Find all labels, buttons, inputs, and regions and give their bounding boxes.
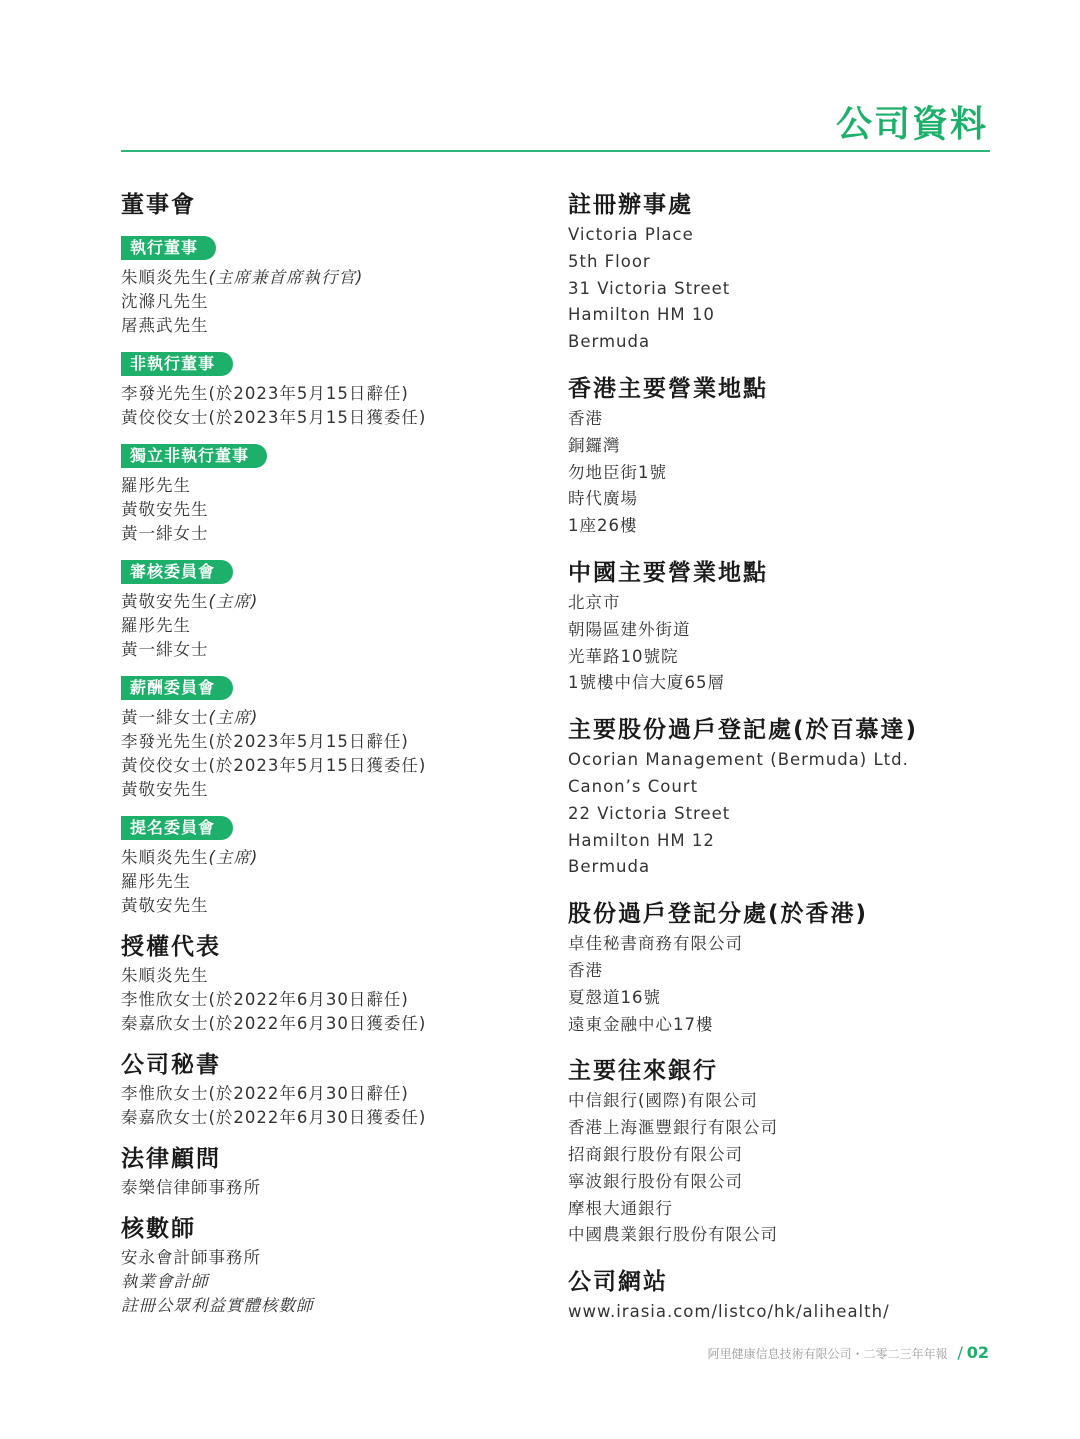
address-line: Bermuda — [568, 857, 651, 877]
page-footer — [708, 1343, 989, 1362]
address-line: 銅鑼灣 — [568, 435, 621, 455]
audit-committee — [121, 546, 541, 662]
person-line: 李發光先生(於2023年5月15日辭任) — [121, 384, 409, 403]
board-section — [121, 188, 541, 918]
person-line: 黃敬安先生(主席) — [121, 592, 259, 611]
remuneration-committee-badge: 薪酬委員會 — [121, 676, 233, 700]
person-line: 屠燕武先生 — [121, 316, 209, 335]
bank-line: 寧波銀行股份有限公司 — [568, 1171, 743, 1191]
footer-separator: / — [957, 1343, 963, 1362]
person-line: 朱順炎先生 — [121, 966, 209, 985]
page-number: 02 — [966, 1343, 989, 1362]
person-line: 羅彤先生 — [121, 476, 191, 495]
person-line: 李惟欣女士(於2022年6月30日辭任) — [121, 1084, 409, 1103]
firm-line: 泰樂信律師事務所 — [121, 1178, 261, 1197]
auditor-section — [121, 1212, 541, 1318]
board-heading: 董事會 — [121, 192, 196, 218]
non-executive-directors-badge: 非執行董事 — [121, 352, 233, 376]
page-title: 公司資料 — [835, 104, 988, 145]
person-line: 黃敬安先生 — [121, 780, 209, 799]
website-link[interactable]: www.irasia.com/listco/hk/alihealth/ — [568, 1302, 890, 1322]
company-secretary-heading: 公司秘書 — [121, 1052, 221, 1078]
address-line: 北京市 — [568, 592, 621, 612]
non-executive-directors — [121, 338, 541, 430]
person-line: 黃佼佼女士(於2023年5月15日獲委任) — [121, 756, 427, 775]
nomination-committee-badge: 提名委員會 — [121, 816, 233, 840]
address-line: 夏慤道16號 — [568, 987, 661, 1007]
person-line: 黃一緋女士(主席) — [121, 708, 259, 727]
principal-registrar-section — [568, 713, 1008, 881]
legal-advisers-heading: 法律顧問 — [121, 1146, 221, 1172]
authorised-representatives-heading: 授權代表 — [121, 934, 221, 960]
legal-advisers-section — [121, 1142, 541, 1200]
person-line: 黃一緋女士 — [121, 640, 209, 659]
audit-committee-badge: 審核委員會 — [121, 560, 233, 584]
principal-registrar-heading: 主要股份過戶登記處(於百慕達) — [568, 717, 919, 744]
bank-line: 中國農業銀行股份有限公司 — [568, 1225, 778, 1245]
independent-directors — [121, 430, 541, 546]
bank-line: 摩根大通銀行 — [568, 1198, 673, 1218]
china-place-of-business-section — [568, 556, 1008, 697]
executive-directors — [121, 222, 541, 338]
authorised-representatives-section — [121, 930, 541, 1036]
header-divider — [121, 150, 990, 152]
branch-registrar-heading: 股份過戶登記分處(於香港) — [568, 901, 869, 928]
principal-bankers-heading: 主要往來銀行 — [568, 1058, 718, 1085]
nomination-committee — [121, 802, 541, 918]
bank-line: 中信銀行(國際)有限公司 — [568, 1091, 758, 1111]
address-line: 香港 — [568, 408, 603, 428]
address-line: 1號樓中信大廈65層 — [568, 673, 725, 693]
principal-bankers-section — [568, 1054, 1008, 1249]
registered-office-section — [568, 188, 1008, 356]
person-line: 朱順炎先生(主席) — [121, 848, 259, 867]
address-line: 香港 — [568, 960, 603, 980]
person-line: 秦嘉欣女士(於2022年6月30日獲委任) — [121, 1108, 427, 1127]
right-column — [568, 188, 1008, 1342]
address-line: Victoria Place — [568, 225, 694, 244]
firm-line: 安永會計師事務所 — [121, 1248, 261, 1267]
executive-directors-badge: 執行董事 — [121, 236, 216, 260]
address-line: Bermuda — [568, 332, 651, 352]
address-line: 時代廣場 — [568, 489, 638, 509]
address-line: Hamilton HM 10 — [568, 305, 715, 325]
address-line: Ocorian Management (Bermuda) Ltd. — [568, 750, 909, 770]
independent-directors-badge: 獨立非執行董事 — [121, 444, 267, 468]
firm-qualification-line: 執業會計師 — [121, 1272, 209, 1291]
person-line: 羅彤先生 — [121, 616, 191, 635]
company-website-section — [568, 1265, 1008, 1326]
company-secretary-section — [121, 1048, 541, 1130]
address-line: 勿地臣街1號 — [568, 462, 667, 482]
firm-qualification-line: 註冊公眾利益實體核數師 — [121, 1296, 314, 1315]
address-line: 朝陽區建外街道 — [568, 619, 691, 639]
person-line: 沈滌凡先生 — [121, 292, 209, 311]
person-line: 李發光先生(於2023年5月15日辭任) — [121, 732, 409, 751]
person-line: 黃佼佼女士(於2023年5月15日獲委任) — [121, 408, 427, 427]
hk-place-of-business-heading: 香港主要營業地點 — [568, 375, 768, 402]
bank-line: 招商銀行股份有限公司 — [568, 1144, 743, 1164]
left-column — [121, 188, 541, 1330]
address-line: Hamilton HM 12 — [568, 830, 715, 850]
person-line: 黃敬安先生 — [121, 896, 209, 915]
china-place-of-business-heading: 中國主要營業地點 — [568, 559, 768, 586]
hk-place-of-business-section — [568, 372, 1008, 540]
address-line: 光華路10號院 — [568, 646, 679, 666]
person-line: 羅彤先生 — [121, 872, 191, 891]
remuneration-committee — [121, 662, 541, 802]
company-website-heading: 公司網站 — [568, 1269, 668, 1296]
footer-company-report: 阿里健康信息技術有限公司・二零二三年年報 — [707, 1347, 948, 1361]
address-line: 22 Victoria Street — [568, 803, 731, 823]
registered-office-heading: 註冊辦事處 — [568, 192, 693, 218]
person-line: 秦嘉欣女士(於2022年6月30日獲委任) — [121, 1014, 427, 1033]
person-line: 黃一緋女士 — [121, 524, 209, 543]
bank-line: 香港上海滙豐銀行有限公司 — [568, 1118, 778, 1138]
person-line: 黃敬安先生 — [121, 500, 209, 519]
address-line: 遠東金融中心17樓 — [568, 1014, 714, 1034]
address-line: Canon’s Court — [568, 776, 699, 796]
person-line: 朱順炎先生(主席兼首席執行官) — [121, 268, 364, 287]
address-line: 5th Floor — [568, 251, 651, 271]
auditor-heading: 核數師 — [121, 1216, 196, 1242]
address-line: 1座26樓 — [568, 516, 638, 536]
address-line: 31 Victoria Street — [568, 278, 731, 298]
address-line: 卓佳秘書商務有限公司 — [568, 934, 743, 954]
person-line: 李惟欣女士(於2022年6月30日辭任) — [121, 990, 409, 1009]
branch-registrar-section — [568, 897, 1008, 1038]
